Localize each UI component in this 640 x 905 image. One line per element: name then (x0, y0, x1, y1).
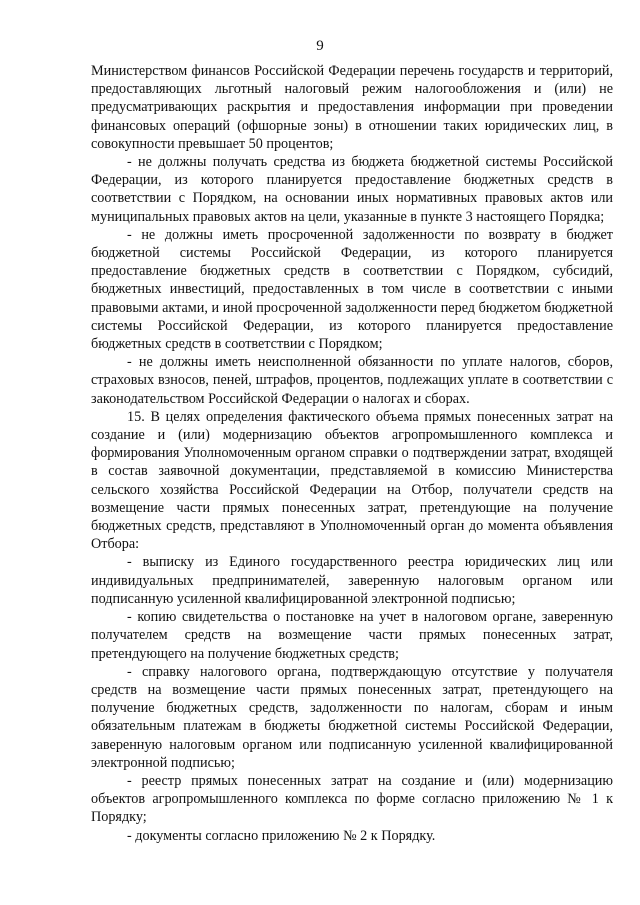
paragraph-no-other-budget-funds: - не должны получать средства из бюджета бюджетной системы Российской Федерации, из которого планируется предоставление бюджетных средств в соответствии с Порядком, на основании иных нормативных правовых актов или муниципальных правовых актов на цели, указанные в пункте 3 настоящего Порядка; (91, 154, 613, 225)
paragraph-no-tax-obligation: - не должны иметь неисполненной обязанности по уплате налогов, сборов, страховых взносов, пеней, штрафов, процентов, подлежащих уплате в соответствии с законодательством Российской Федерации о налогах и сборах. (91, 354, 613, 407)
paragraph-section-15: 15. В целях определения фактического объема прямых понесенных затрат на создание и (или) модернизацию объектов агропромышленного комплекса и формирования Уполномоченным органом справки о подтверждении затрат, входящей в состав заявочной документации, представляемой в комиссию Министерства сельского хозяйства Российской Федерации на Отбор, получатели средств на возмещение части прямых понесенных затрат, претендующие на получение бюджетных средств, представляют в Уполномоченный орган до момента объявления Отбора: (91, 408, 613, 553)
paragraph-tax-registration-copy: - копию свидетельства о постановке на учет в налоговом органе, заверенную получателем средств на возмещение части прямых понесенных затрат, претендующего на получение бюджетных средств; (91, 609, 613, 662)
paragraph-no-overdue-debt: - не должны иметь просроченной задолженности по возврату в бюджет бюджетной системы Российской Федерации, из которого планируется предоставление бюджетных средств в соответствии с Порядком, субсидий, бюджетных инвестиций, предоставленных в том числе в соответствии с иными правовыми актами, и иной просроченной задолженности перед бюджетом бюджетной системы Российской Федерации, из которого планируется предоставление бюджетных средств в соответствии с Порядком; (91, 226, 613, 353)
paragraph-egrul-extract: - выписку из Единого государственного реестра юридических лиц или индивидуальных предпринимателей, заверенную налоговым органом или подписанную усиленной квалифицированной электронной подписью; (91, 554, 613, 607)
document-body (91, 62, 613, 845)
paragraph-tax-authority-certificate: - справку налогового органа, подтверждающую отсутствие у получателя средств на возмещение части прямых понесенных затрат, претендующего на получение бюджетных средств, задолженности по налогам, сборам и иным обязательным платежам в бюджеты бюджетной системы Российской Федерации, заверенную налоговым органом или подписанную усиленной квалифицированной электронной подписью; (91, 663, 613, 771)
paragraph-cost-register: - реестр прямых понесенных затрат на создание и (или) модернизацию объектов агропромышленного комплекса по форме согласно приложению № 1 к Порядку; (91, 772, 613, 826)
paragraph-offshore-continuation: Министерством финансов Российской Федерации перечень государств и территорий, предоставляющих льготный налоговый режим налогообложения и (или) не предусматривающих раскрытия и предоставления информации при проведении финансовых операций (офшорные зоны) в отношении таких юридических лиц, в совокупности превышает 50 процентов; (91, 63, 613, 152)
paragraph-appendix-2-documents: - документы согласно приложению № 2 к Порядку. (127, 827, 436, 844)
page-number: 9 (316, 38, 324, 54)
